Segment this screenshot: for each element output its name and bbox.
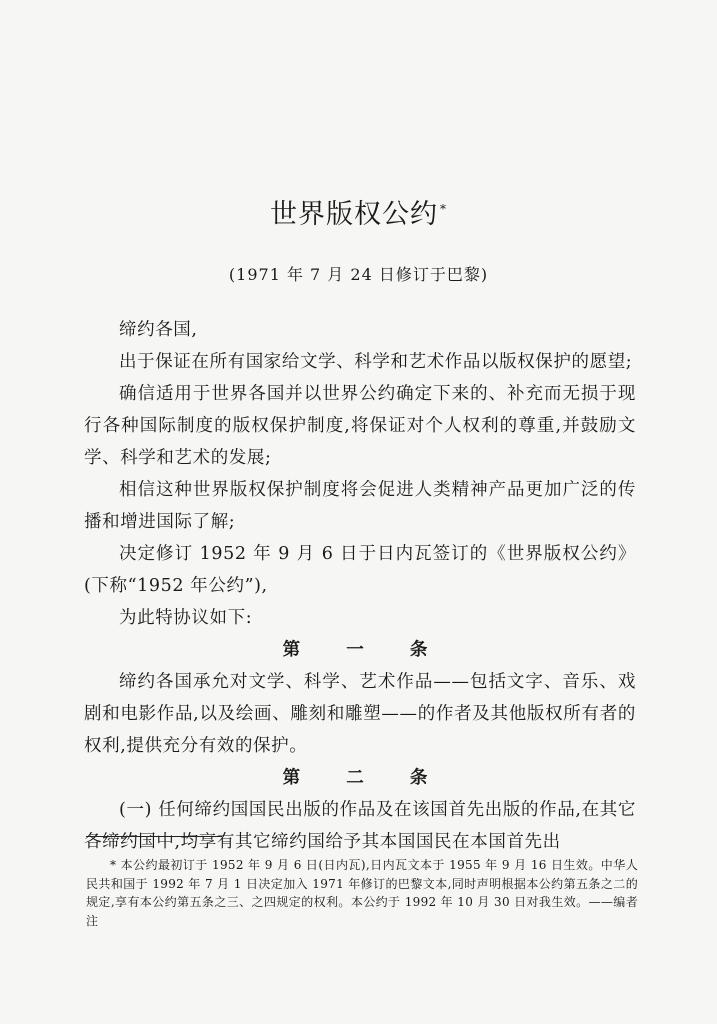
title-text: 世界版权公约: [270, 199, 438, 230]
footnote-divider: [86, 836, 222, 837]
paragraph: 为此特协议如下:: [119, 608, 253, 628]
paragraph: 相信这种世界版权保护制度将会促进人类精神产品更加广泛的传播和增进国际了解;: [84, 480, 636, 532]
paragraph: 出于保证在所有国家给文学、科学和艺术作品以版权保护的愿望;: [119, 352, 633, 372]
article-1-text: 缔约各国承允对文学、科学、艺术作品——包括文字、音乐、戏剧和电影作品,以及绘画、雕刻和雕塑——的作者及其他版权所有者的权利,提供充分有效的保护。: [84, 672, 636, 756]
document-subtitle: (1971 年 7 月 24 日修订于巴黎): [228, 265, 489, 284]
footnote-mark: *: [440, 202, 447, 216]
footnote: [86, 856, 638, 930]
document-body: [84, 314, 636, 858]
footnote-text: * 本公约最初订于 1952 年 9 月 6 日(日内瓦),日内瓦文本于 1955 年 9 月 16 日生效。中华人民共和国于 1992 年 7 月 1 日决定加入 1971 年修订的巴黎文本,同时声明根据本公约第五条之二的规定,享有本公约第五条之三、之四规定的权利。本公约于 1992 年 10 月 30 日对我生效。——编者注: [86, 858, 638, 928]
document-title: [0, 192, 717, 231]
article-2-text: (一) 任何缔约国国民出版的作品及在该国首先出版的作品,在其它各缔约国中,均享有其它缔约国给予其本国国民在本国首先出: [84, 800, 636, 852]
article-1-heading: 第 一 条: [282, 640, 448, 660]
article-2-heading: 第 二 条: [282, 768, 448, 788]
paragraph: 确信适用于世界各国并以世界公约确定下来的、补充而无损于现行各种国际制度的版权保护制度,将保证对个人权利的尊重,并鼓励文学、科学和艺术的发展;: [84, 384, 636, 468]
paragraph: 缔约各国,: [119, 320, 198, 340]
paragraph: 决定修订 1952 年 9 月 6 日于日内瓦签订的《世界版权公约》(下称“1952 年公约”),: [84, 544, 636, 596]
